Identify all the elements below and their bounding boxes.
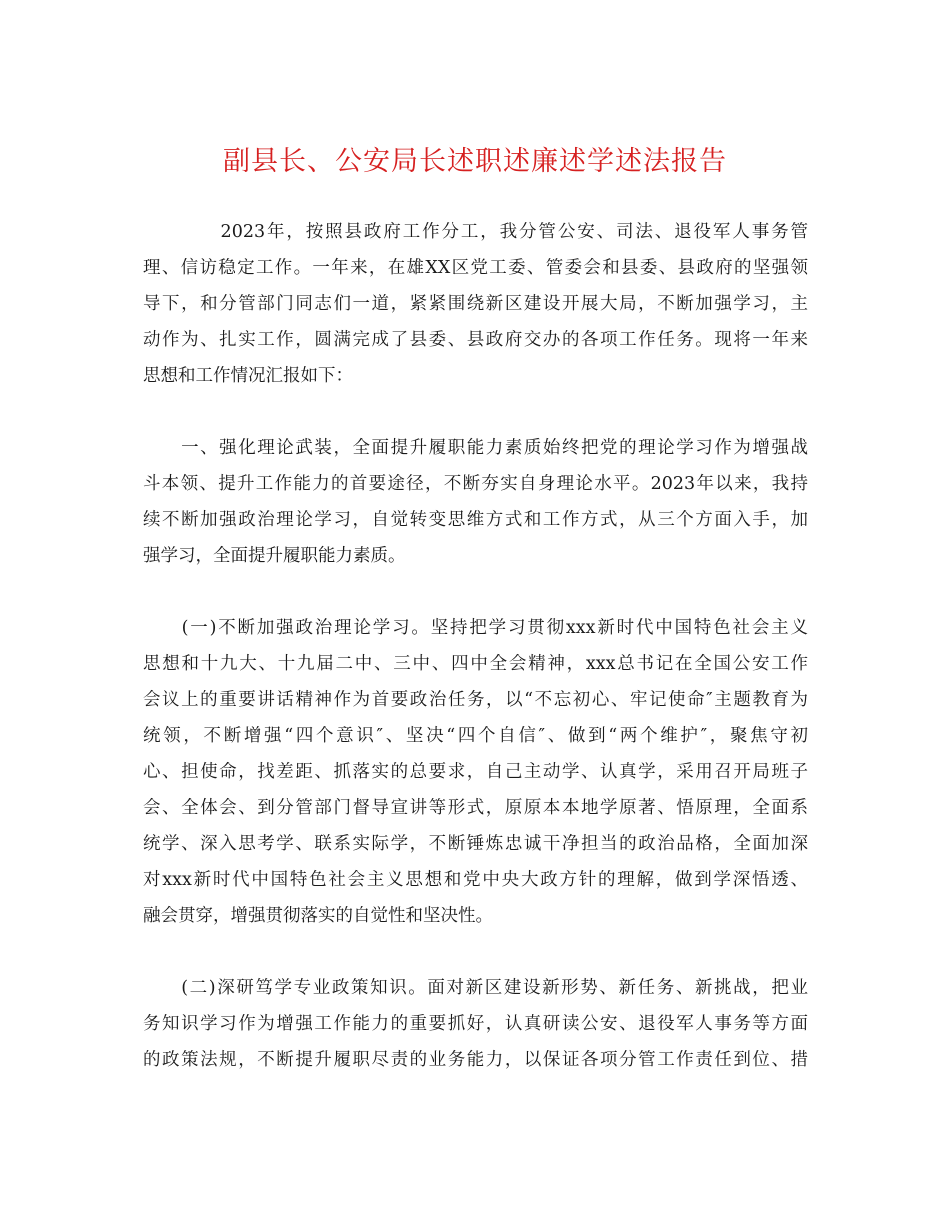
paragraph-line: 务知识学习作为增强工作能力的重要抓好，认真研读公安、退役军人事务等方面 (143, 1014, 808, 1034)
paragraph-line: 融会贯穿，增强贯彻落实的自觉性和坚决性。 (143, 906, 493, 926)
document-title: 副县长、公安局长述职述廉述学述法报告 (223, 146, 727, 177)
paragraph-line: 续不断加强政治理论学习，自觉转变思维方式和工作方式，从三个方面入手，加 (143, 510, 808, 530)
paragraph-line: (二)深研笃学专业政策知识。面对新区建设新形势、新任务、新挑战，把业 (143, 978, 808, 998)
paragraph-subsection-1 (143, 610, 808, 934)
paragraph-line: 对xxx新时代中国特色社会主义思想和党中央大政方针的理解，做到学深悟透、 (143, 870, 808, 890)
paragraph-line: 统领，不断增强“四个意识″、坚决“四个自信″、做到“两个维护″，聚焦守初 (143, 726, 808, 746)
paragraph-line: 心、担使命，找差距、抓落实的总要求，自己主动学、认真学，采用召开局班子 (143, 762, 808, 782)
paragraph-line: 2023年，按照县政府工作分工，我分管公安、司法、退役军人事务管 (143, 222, 808, 242)
paragraph-line: 强学习，全面提升履职能力素质。 (143, 546, 406, 566)
paragraph-section-1 (143, 430, 808, 574)
paragraph-subsection-2 (143, 970, 808, 1078)
paragraph-line: 导下，和分管部门同志们一道，紧紧围绕新区建设开展大局，不断加强学习，主 (143, 294, 808, 314)
paragraph-line: 的政策法规，不断提升履职尽责的业务能力，以保证各项分管工作责任到位、措 (143, 1050, 808, 1070)
paragraph-line: 统学、深入思考学、联系实际学，不断锤炼忠诚干净担当的政治品格，全面加深 (143, 834, 808, 854)
paragraph-line: 思想和工作情况汇报如下： (143, 366, 353, 386)
paragraph-line: 理、信访稳定工作。一年来，在雄XX区党工委、管委会和县委、县政府的坚强领 (143, 258, 808, 278)
paragraph-line: 会、全体会、到分管部门督导宣讲等形式，原原本本地学原著、悟原理，全面系 (143, 798, 808, 818)
paragraph-line: 动作为、扎实工作，圆满完成了县委、县政府交办的各项工作任务。现将一年来 (143, 330, 808, 350)
paragraph-line: 斗本领、提升工作能力的首要途径，不断夯实自身理论水平。2023年以来，我持 (143, 474, 808, 494)
paragraph-line: 一、强化理论武装，全面提升履职能力素质始终把党的理论学习作为增强战 (143, 438, 808, 458)
paragraph-intro (143, 214, 808, 394)
paragraph-line: 会议上的重要讲话精神作为首要政治任务，以“不忘初心、牢记使命″主题教育为 (143, 690, 808, 710)
paragraph-line: 思想和十九大、十九届二中、三中、四中全会精神，xxx总书记在全国公安工作 (143, 654, 808, 674)
paragraph-line: (一)不断加强政治理论学习。坚持把学习贯彻xxx新时代中国特色社会主义 (143, 618, 808, 638)
